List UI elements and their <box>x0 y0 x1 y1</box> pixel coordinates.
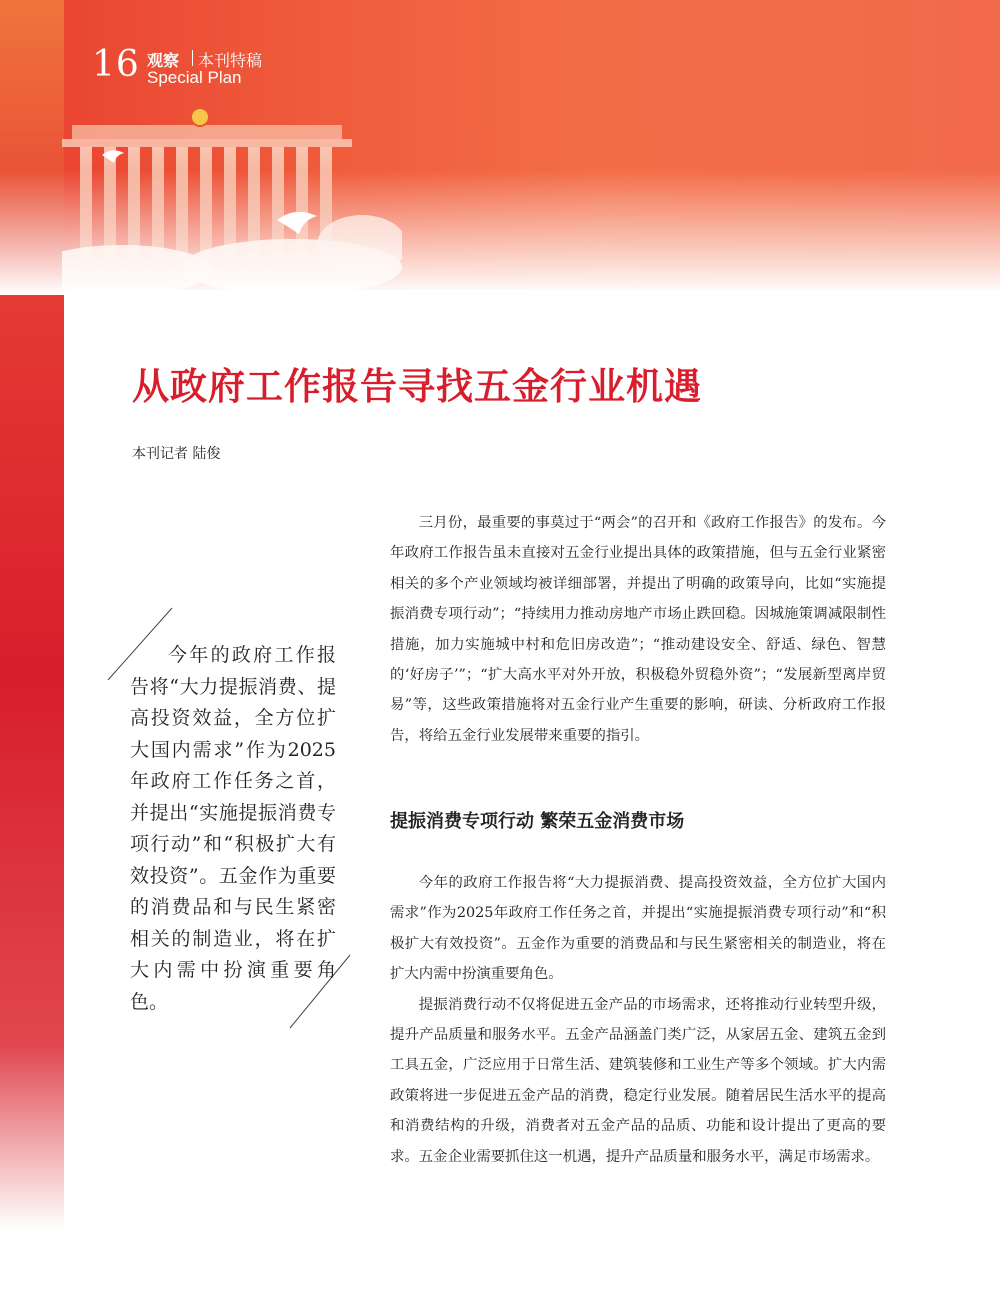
page-number: 16 <box>92 44 140 85</box>
pull-quote: 今年的政府工作报告将“大力提振消费、提高投资效益，全方位扩大国内需求”作为2025年政府工作任务之首，并提出“实施提振消费专项行动”和“积极扩大有效投资”。五金作为重要的消费品和与民生紧密相关的制造业，将在扩大内需中扮演重要角色。 <box>130 644 336 1013</box>
section-sublabel: 本刊特稿 <box>198 51 263 70</box>
header-fade <box>0 170 1000 295</box>
body-paragraph: 提振消费行动不仅将促进五金产品的市场需求，还将推动行业转型升级，提升产品质量和服务水平。五金产品涵盖门类广泛，从家居五金、建筑五金到工具五金，广泛应用于日常生活、建筑装修和工业生产等多个领域。扩大内需政策将进一步促进五金产品的消费，稳定行业发展。随着居民生活水平的提高和消费结构的升级，消费者对五金产品的品质、功能和设计提出了更高的要求。五金企业需要抓住这一机遇，提升产品质量和服务水平，满足市场需求。 <box>390 996 886 1165</box>
section-heading: 提振消费专项行动 繁荣五金消费市场 <box>390 811 685 832</box>
section-english-label: Special Plan <box>147 68 242 87</box>
intro-paragraph: 三月份，最重要的事莫过于“两会”的召开和《政府工作报告》的发布。今年政府工作报告虽未直接对五金行业提出具体的政策措施，但与五金行业紧密相关的多个产业领域均被详细部署，并提出了明确的政策导向，比如“实施提振消费专项行动”；“持续用力推动房地产市场止跌回稳。因城施策调减限制性措施，加力实施城中村和危旧房改造”；“推动建设安全、舒适、绿色、智慧的‘好房子’”；“扩大高水平对外开放，积极稳外贸稳外资”；“发展新型离岸贸易”等，这些政策措施将对五金行业产生重要的影响，研读、分析政府工作报告，将给五金行业发展带来重要的指引。 <box>390 515 886 744</box>
section-divider <box>192 50 193 66</box>
article-title: 从政府工作报告寻找五金行业机遇 <box>132 365 702 408</box>
body-paragraph: 今年的政府工作报告将“大力提振消费、提高投资效益，全方位扩大国内需求”作为2025年政府工作任务之首，并提出“实施提振消费专项行动”和“积极扩大有效投资”。五金作为重要的消费品和与民生紧密相关的制造业，将在扩大内需中扮演重要角色。 <box>390 875 886 983</box>
intro-section <box>390 508 886 751</box>
byline: 本刊记者 陆俊 <box>132 446 221 462</box>
section-label: 观察 <box>147 51 180 70</box>
body-section <box>390 868 886 1172</box>
